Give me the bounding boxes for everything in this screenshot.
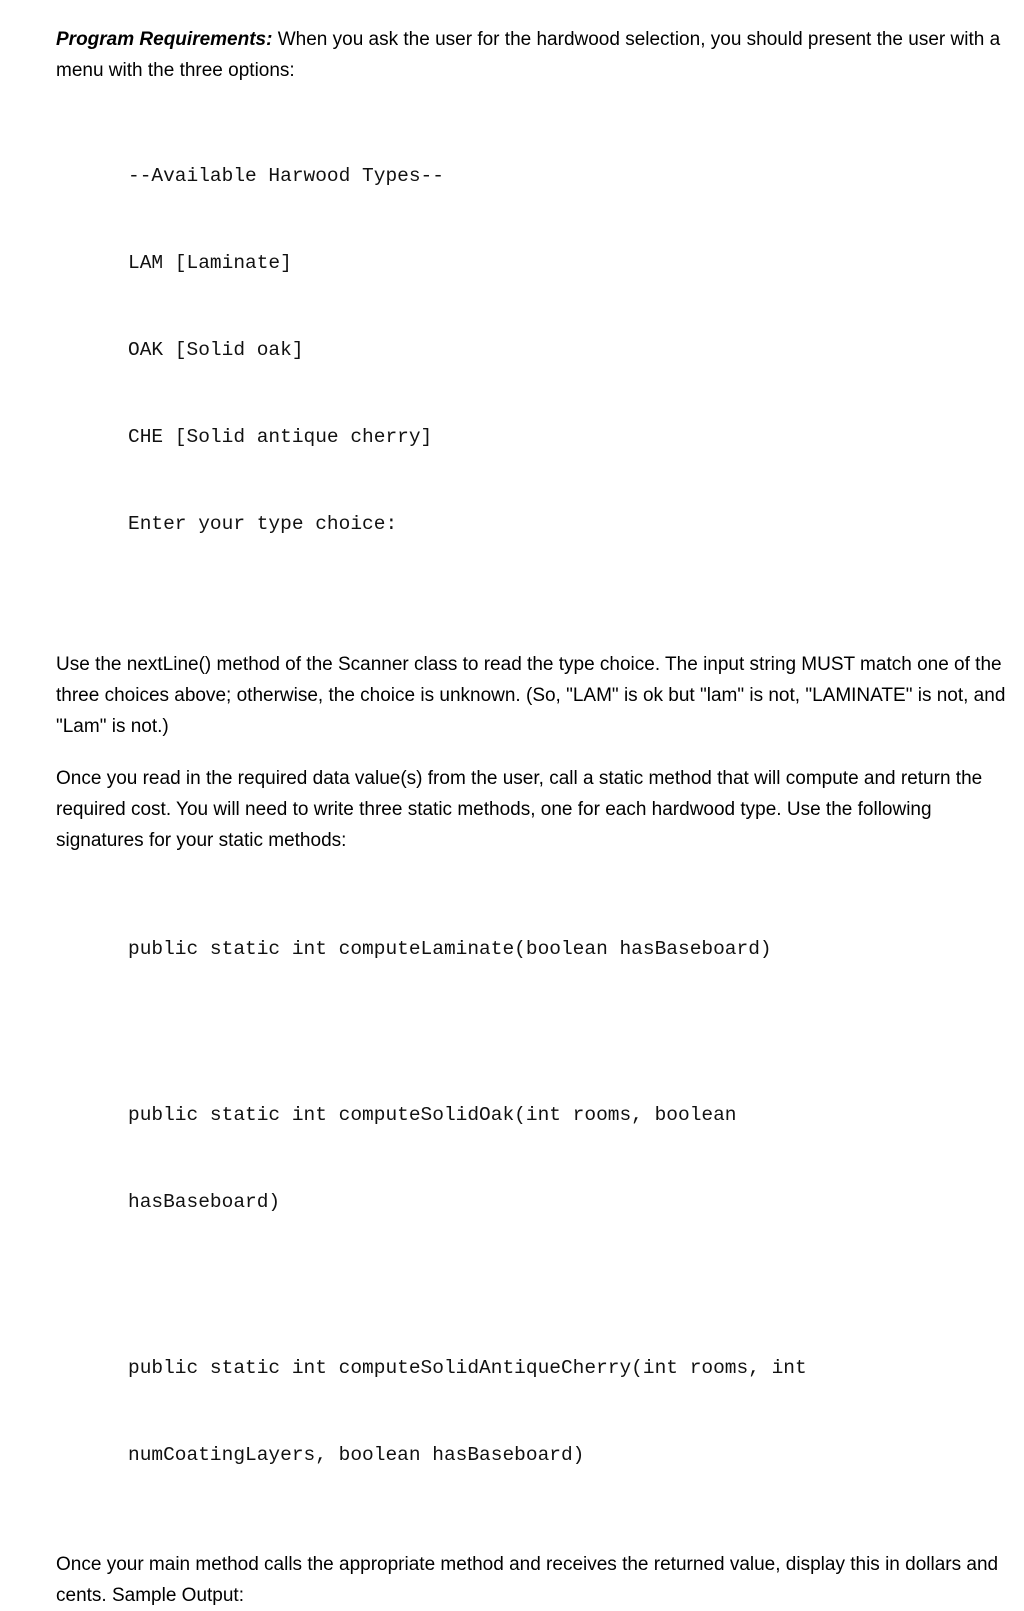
menu-line-lam: LAM [Laminate]	[128, 252, 292, 274]
menu-line-oak: OAK [Solid oak]	[128, 339, 304, 361]
menu-code-block	[56, 104, 1012, 597]
signature-compute-laminate	[56, 877, 1012, 1022]
requirements-lead: Program Requirements:	[56, 29, 273, 50]
signature-line: public static int computeLaminate(boolean hasBaseboard)	[128, 938, 772, 960]
signature-line: public static int computeSolidAntiqueCherry(int rooms, int	[128, 1357, 807, 1379]
document-page	[56, 24, 1012, 1611]
sample-output-paragraph: Once your main method calls the appropriate method and receives the returned value, display this in dollars and cents. Sample Output:	[56, 1554, 999, 1606]
signature-compute-solid-oak	[56, 1043, 1012, 1275]
signature-line: hasBaseboard)	[128, 1191, 281, 1213]
requirements-text: When you ask the user for the hardwood selection, you should present the user with a menu with the three options:	[56, 29, 1001, 81]
signature-line: public static int computeSolidOak(int rooms, boolean	[128, 1104, 737, 1126]
menu-line-prompt: Enter your type choice:	[128, 513, 398, 535]
static-methods-paragraph: Once you read in the required data value(s) from the user, call a static method that will compute and return the required cost. You will need to write three static methods, one for each hardwood type. Use the following signatures for your static methods:	[56, 768, 983, 851]
requirements-paragraph	[56, 24, 1012, 86]
signature-compute-solid-antique-cherry	[56, 1296, 1012, 1528]
signature-line: numCoatingLayers, boolean hasBaseboard)	[128, 1444, 585, 1466]
scanner-paragraph: Use the nextLine() method of the Scanner class to read the type choice. The input string MUST match one of the three choices above; otherwise, the choice is unknown. (So, "LAM" is ok but "lam" is not, "LAMINATE" is not, and "Lam" is not.)	[56, 654, 1006, 737]
menu-line-header: --Available Harwood Types--	[128, 165, 444, 187]
menu-line-che: CHE [Solid antique cherry]	[128, 426, 433, 448]
